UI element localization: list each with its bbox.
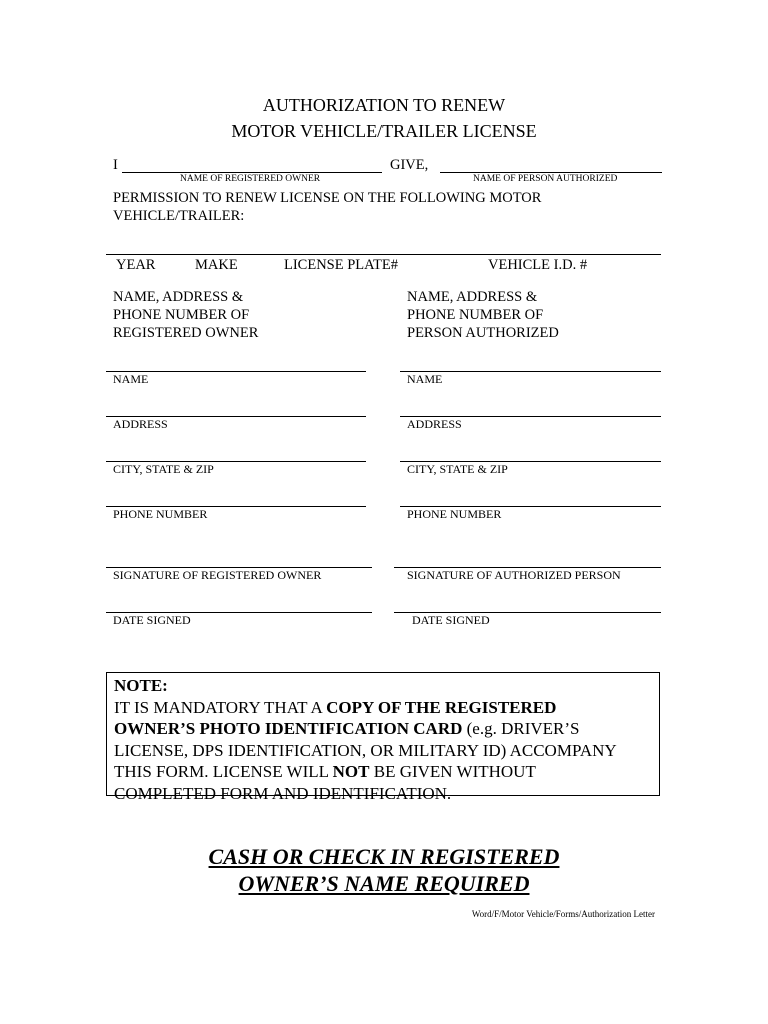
owner-name-field[interactable]: [122, 172, 382, 173]
note-line2: OWNER’S PHOTO IDENTIFICATION CARD (e.g. DRIVER’S: [114, 719, 580, 738]
owner-city-label: CITY, STATE & ZIP: [113, 462, 214, 476]
grant-prefix: I: [113, 157, 118, 173]
vehicle-info-field[interactable]: [106, 254, 661, 255]
grant-give: GIVE,: [390, 157, 429, 173]
authorized-name-label: NAME: [407, 372, 443, 386]
owner-name-caption: NAME OF REGISTERED OWNER: [180, 174, 321, 184]
note-line3: LICENSE, DPS IDENTIFICATION, OR MILITARY ID) ACCOMPANY: [114, 740, 617, 760]
permission-line2: VEHICLE/TRAILER:: [113, 208, 245, 224]
authorized-name-caption: NAME OF PERSON AUTHORIZED: [473, 174, 618, 184]
authorized-address-label: ADDRESS: [407, 417, 462, 431]
authorized-date-label: DATE SIGNED: [412, 613, 490, 627]
authorized-heading-line1: NAME, ADDRESS &: [407, 289, 538, 305]
vehicle-year-header: YEAR: [116, 257, 156, 273]
note-label: NOTE:: [114, 676, 168, 695]
owner-signature-label: SIGNATURE OF REGISTERED OWNER: [113, 568, 322, 582]
vehicle-vin-header: VEHICLE I.D. #: [488, 257, 588, 273]
form-title-line2: MOTOR VEHICLE/TRAILER LICENSE: [231, 121, 537, 141]
owner-phone-label: PHONE NUMBER: [113, 507, 208, 521]
authorized-phone-label: PHONE NUMBER: [407, 507, 502, 521]
note-line4: THIS FORM. LICENSE WILL NOT BE GIVEN WITHOUT: [114, 762, 536, 781]
form-title-line1: AUTHORIZATION TO RENEW: [262, 95, 506, 115]
authorized-signature-label: SIGNATURE OF AUTHORIZED PERSON: [407, 568, 621, 582]
mandatory-note-box: [106, 672, 660, 803]
note-line1: IT IS MANDATORY THAT A COPY OF THE REGISTERED: [114, 697, 557, 717]
owner-name-label: NAME: [113, 372, 149, 386]
authorized-heading-line3: PERSON AUTHORIZED: [407, 325, 559, 341]
authorized-city-label: CITY, STATE & ZIP: [407, 462, 508, 476]
authorized-name-field[interactable]: [440, 172, 662, 173]
authorized-heading-line2: PHONE NUMBER OF: [407, 307, 544, 323]
owner-address-label: ADDRESS: [113, 417, 168, 431]
payment-notice-line1: CASH OR CHECK IN REGISTERED: [208, 844, 560, 869]
note-line5: COMPLETED FORM AND IDENTIFICATION.: [114, 783, 452, 803]
owner-heading-line2: PHONE NUMBER OF: [113, 307, 250, 323]
document-path-footer: Word/F/Motor Vehicle/Forms/Authorization Letter: [471, 909, 655, 919]
vehicle-plate-header: LICENSE PLATE#: [284, 257, 398, 273]
owner-heading-line3: REGISTERED OWNER: [113, 325, 259, 341]
owner-heading-line1: NAME, ADDRESS &: [113, 289, 244, 305]
payment-notice-line2: OWNER’S NAME REQUIRED: [238, 871, 530, 896]
vehicle-make-header: MAKE: [195, 257, 238, 273]
permission-line1: PERMISSION TO RENEW LICENSE ON THE FOLLOWING MOTOR: [113, 190, 542, 206]
owner-date-label: DATE SIGNED: [113, 613, 191, 627]
